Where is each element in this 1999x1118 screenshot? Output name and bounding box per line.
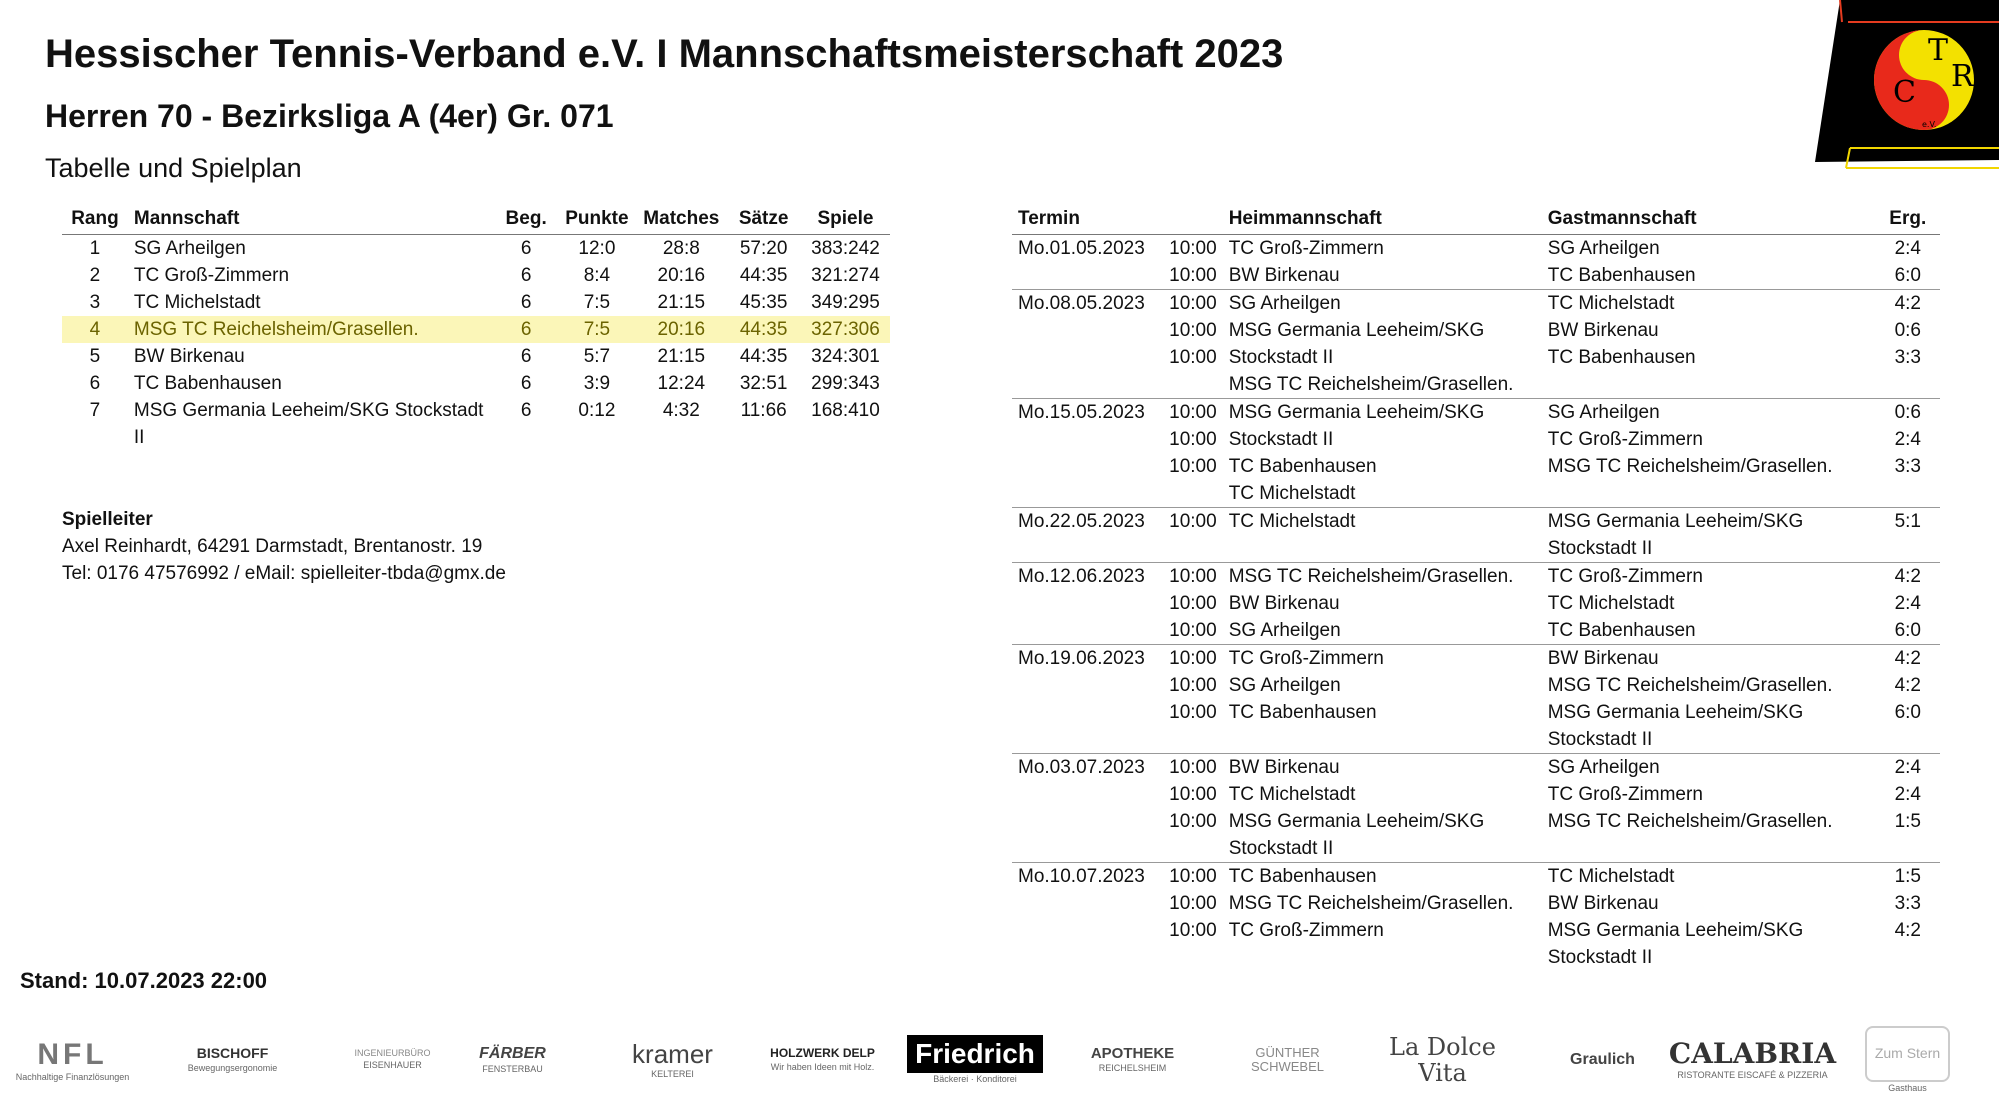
schedule-result: 6:0 — [1894, 620, 1921, 641]
standings-beg: 6 — [520, 400, 532, 421]
schedule-home: TC Groß-Zimmern — [1223, 645, 1542, 673]
sponsor-logo-text: HOLZWERK DELP — [770, 1046, 875, 1061]
logo-letter-t: T — [1928, 33, 1949, 68]
sponsor-logo-kraemer — [610, 1010, 735, 1110]
sponsor-logo-text: GÜNTHER SCHWEBEL — [1251, 1044, 1324, 1074]
schedule-row — [1012, 290, 1940, 318]
standings-rank: 3 — [89, 292, 101, 313]
schedule-home: BW Birkenau — [1228, 593, 1340, 614]
schedule-row — [1012, 808, 1940, 835]
schedule-home: SG Arheilgen — [1223, 290, 1542, 318]
sponsor-logo-text: FÄRBER — [479, 1045, 546, 1063]
schedule-home: TC Groß-Zimmern — [1228, 920, 1384, 941]
schedule-date — [1012, 672, 1151, 699]
schedule-row — [1012, 426, 1940, 453]
schedule-row — [1012, 317, 1940, 344]
standings-sets: 57:20 — [739, 238, 788, 259]
schedule-home: BW Birkenau — [1223, 754, 1542, 782]
schedule-result: 2:4 — [1894, 593, 1921, 614]
schedule-home: TC Babenhausen — [1223, 863, 1542, 891]
sponsor-logo-mark — [16, 1038, 130, 1083]
standings-team: BW Birkenau — [133, 346, 245, 367]
standings-team: TC Groß-Zimmern — [133, 265, 290, 286]
col-beg: Beg. — [495, 204, 558, 235]
standings-rank: 6 — [89, 373, 101, 394]
schedule-date — [1012, 371, 1151, 399]
sponsor-logo-dolcevita — [1380, 1010, 1505, 1110]
schedule-time: 10:00 — [1151, 563, 1223, 591]
standings-beg: 6 — [520, 292, 532, 313]
standings-sets: 44:35 — [739, 265, 788, 286]
standings-games: 349:295 — [811, 292, 880, 313]
standings-games: 299:343 — [811, 373, 880, 394]
sponsor-logo-text: La Dolce Vita — [1389, 1032, 1496, 1087]
schedule-guest: Stockstadt II — [1547, 729, 1653, 750]
schedule-time: 10:00 — [1169, 620, 1217, 641]
schedule-date — [1012, 890, 1151, 917]
schedule-date — [1012, 835, 1151, 863]
schedule-result — [1876, 535, 1940, 563]
schedule-row — [1012, 645, 1940, 673]
standings-beg: 6 — [520, 265, 532, 286]
sponsor-logo-mark — [1225, 1046, 1350, 1075]
schedule-home: TC Michelstadt — [1228, 784, 1356, 805]
col-punkte: Punkte — [558, 204, 637, 235]
standings-beg: 6 — [495, 316, 558, 343]
schedule-time: 10:00 — [1151, 754, 1223, 782]
standings-row — [62, 397, 890, 451]
standings-team-line: II — [133, 427, 145, 448]
schedule-date: Mo.08.05.2023 — [1012, 290, 1151, 318]
sponsor-logo-nfl — [10, 1010, 135, 1110]
sponsor-logo-text: INGENIEURBÜRO — [354, 1048, 431, 1059]
schedule-home: MSG Germania Leeheim/SKG — [1223, 399, 1542, 427]
sponsor-logo-mark — [1570, 1051, 1635, 1069]
schedule-guest — [1542, 371, 1876, 399]
standings-header-row — [62, 204, 890, 235]
sponsor-logo-delp — [760, 1010, 885, 1110]
schedule-guest: SG Arheilgen — [1542, 754, 1876, 782]
schedule-row — [1012, 726, 1940, 754]
col-gastmannschaft: Gastmannschaft — [1542, 204, 1876, 235]
schedule-date — [1012, 262, 1151, 290]
schedule-guest: MSG Germania Leeheim/SKG — [1542, 508, 1876, 536]
schedule-result: 4:2 — [1894, 920, 1921, 941]
standings-matches: 12:24 — [657, 373, 706, 394]
schedule-guest: TC Groß-Zimmern — [1547, 784, 1703, 805]
schedule-row — [1012, 617, 1940, 645]
standings-beg: 6 — [520, 373, 532, 394]
schedule-guest: MSG TC Reichelsheim/Grasellen. — [1547, 456, 1833, 477]
schedule-time — [1151, 835, 1223, 863]
col-heimmannschaft: Heimmannschaft — [1223, 204, 1542, 235]
spielleiter-heading: Spielleiter — [62, 509, 153, 530]
schedule-result: 2:4 — [1876, 754, 1940, 782]
schedule-result: 6:0 — [1894, 702, 1921, 723]
sponsor-logo-subtext: Gasthaus — [1888, 1082, 1927, 1093]
standings-rank: 5 — [89, 346, 101, 367]
schedule-time: 10:00 — [1169, 456, 1217, 477]
schedule-guest: BW Birkenau — [1547, 320, 1659, 341]
schedule-result: 4:2 — [1876, 290, 1940, 318]
schedule-date — [1012, 426, 1151, 453]
schedule-date: Mo.12.06.2023 — [1012, 563, 1151, 591]
schedule-row — [1012, 399, 1940, 427]
standings-rank: 1 — [89, 238, 101, 259]
schedule-date: Mo.15.05.2023 — [1012, 399, 1151, 427]
schedule-home: SG Arheilgen — [1228, 620, 1341, 641]
schedule-row — [1012, 508, 1940, 536]
schedule-home: BW Birkenau — [1228, 265, 1340, 286]
schedule-date: Mo.22.05.2023 — [1012, 508, 1151, 536]
schedule-date — [1012, 726, 1151, 754]
schedule-date — [1012, 535, 1151, 563]
sponsor-logo-subtext: REICHELSHEIM — [1098, 1063, 1167, 1074]
schedule-guest — [1542, 835, 1876, 863]
standings-team — [128, 397, 495, 451]
schedule-guest: SG Arheilgen — [1547, 238, 1660, 259]
sponsor-logo-faerber — [450, 1010, 575, 1110]
schedule-row — [1012, 590, 1940, 617]
schedule-header-row — [1012, 204, 1940, 235]
schedule-row — [1012, 890, 1940, 917]
sponsor-logo-text: Zum Stern — [1865, 1026, 1950, 1081]
schedule-result: 3:3 — [1894, 347, 1921, 368]
sponsor-logo-zumstern — [1845, 1010, 1970, 1110]
standings-matches: 20:16 — [657, 265, 706, 286]
schedule-date — [1012, 699, 1151, 726]
sponsor-logo-text: NFL — [37, 1037, 108, 1071]
schedule-date — [1012, 344, 1151, 371]
spielleiter-address: Axel Reinhardt, 64291 Darmstadt, Brentanostr. 19 — [62, 536, 483, 557]
sponsor-logo-graulich — [1540, 1010, 1665, 1110]
standings-sets: 45:35 — [739, 292, 788, 313]
schedule-guest: TC Groß-Zimmern — [1542, 563, 1876, 591]
schedule-guest: Stockstadt II — [1547, 947, 1653, 968]
schedule-home: TC Michelstadt — [1223, 508, 1542, 536]
standings-sets: 44:35 — [739, 346, 788, 367]
schedule-result: 2:4 — [1894, 784, 1921, 805]
schedule-guest — [1542, 480, 1876, 508]
col-rang: Rang — [62, 204, 128, 235]
sponsor-logo-mark — [1668, 1036, 1837, 1082]
standings-games: 321:274 — [811, 265, 880, 286]
standings-team: SG Arheilgen — [133, 238, 246, 259]
standings-matches: 28:8 — [662, 238, 700, 259]
logo-letter-r: R — [1951, 59, 1974, 94]
schedule-guest: MSG TC Reichelsheim/Grasellen. — [1547, 811, 1833, 832]
schedule-guest: MSG TC Reichelsheim/Grasellen. — [1547, 675, 1833, 696]
schedule-time: 10:00 — [1151, 508, 1223, 536]
schedule-time: 10:00 — [1169, 702, 1217, 723]
schedule-guest: BW Birkenau — [1542, 645, 1876, 673]
schedule-date — [1012, 917, 1151, 944]
sponsor-logo-friedrich — [910, 1010, 1040, 1110]
schedule-time: 10:00 — [1169, 811, 1217, 832]
schedule-date: Mo.03.07.2023 — [1012, 754, 1151, 782]
sponsor-logo-text: CALABRIA — [1668, 1036, 1837, 1070]
schedule-row — [1012, 835, 1940, 863]
standings-games: 327:306 — [801, 316, 890, 343]
sponsor-logo-calabria — [1668, 1010, 1837, 1110]
standings-points: 12:0 — [578, 238, 616, 259]
standings-rank: 4 — [62, 316, 128, 343]
schedule-home: MSG TC Reichelsheim/Grasellen. — [1228, 374, 1514, 395]
schedule-guest: MSG Germania Leeheim/SKG — [1547, 920, 1804, 941]
standings-sets: 11:66 — [740, 400, 787, 421]
schedule-time — [1151, 944, 1223, 971]
schedule-time: 10:00 — [1169, 347, 1217, 368]
logo-ev: e.V. — [1922, 120, 1937, 129]
sponsor-logo-subtext: RISTORANTE EISCAFÉ & PIZZERIA — [1677, 1070, 1828, 1081]
schedule-time: 10:00 — [1169, 920, 1217, 941]
standings-points: 0:12 — [578, 400, 616, 421]
schedule-guest: TC Michelstadt — [1542, 863, 1876, 891]
schedule-home — [1223, 944, 1542, 971]
club-logo — [1810, 0, 1999, 170]
schedule-time: 10:00 — [1169, 238, 1217, 259]
sponsor-logo-mark — [907, 1035, 1043, 1086]
schedule-result — [1876, 726, 1940, 754]
schedule-guest: Stockstadt II — [1547, 538, 1653, 559]
schedule-home: Stockstadt II — [1228, 429, 1334, 450]
schedule-date — [1012, 617, 1151, 645]
schedule-time: 10:00 — [1151, 863, 1223, 891]
schedule-date — [1012, 808, 1151, 835]
sponsor-logo-text: BISCHOFF — [196, 1045, 269, 1062]
schedule-time: 10:00 — [1151, 290, 1223, 318]
schedule-guest: BW Birkenau — [1547, 893, 1659, 914]
schedule-row — [1012, 699, 1940, 726]
sponsor-logo-subtext: Wir haben Ideen mit Holz. — [770, 1061, 875, 1072]
standings-row — [62, 316, 890, 343]
schedule-table — [1012, 204, 1940, 971]
schedule-guest: SG Arheilgen — [1542, 399, 1876, 427]
sponsor-logo-mark — [770, 1047, 875, 1072]
schedule-row — [1012, 535, 1940, 563]
schedule-date: Mo.10.07.2023 — [1012, 863, 1151, 891]
standings-rank: 7 — [89, 400, 101, 421]
standings-row — [62, 289, 890, 316]
sponsor-logo-subtext: KELTEREI — [651, 1069, 694, 1080]
standings-points: 5:7 — [583, 346, 611, 367]
schedule-row — [1012, 781, 1940, 808]
standings-row — [62, 370, 890, 397]
schedule-row — [1012, 235, 1940, 263]
schedule-result: 2:4 — [1894, 429, 1921, 450]
schedule-time: 10:00 — [1169, 265, 1217, 286]
schedule-date — [1012, 480, 1151, 508]
schedule-home: SG Arheilgen — [1228, 675, 1341, 696]
schedule-date — [1012, 590, 1151, 617]
sponsor-logo-text: Graulich — [1570, 1051, 1635, 1069]
schedule-home — [1223, 726, 1542, 754]
schedule-home: MSG TC Reichelsheim/Grasellen. — [1228, 893, 1514, 914]
standings-matches: 4:32 — [662, 400, 700, 421]
schedule-time: 10:00 — [1169, 675, 1217, 696]
schedule-result: 1:5 — [1876, 863, 1940, 891]
schedule-row — [1012, 917, 1940, 944]
section-title: Tabelle und Spielplan — [45, 153, 302, 183]
schedule-result: 4:2 — [1876, 563, 1940, 591]
schedule-result: 5:1 — [1876, 508, 1940, 536]
standings-beg: 6 — [520, 346, 532, 367]
standings-games: 324:301 — [811, 346, 880, 367]
sponsor-logo-mark — [1865, 1026, 1950, 1093]
schedule-guest: MSG Germania Leeheim/SKG — [1547, 702, 1804, 723]
sponsor-logo-subtext: Bäckerei · Konditorei — [933, 1074, 1017, 1085]
schedule-home: TC Michelstadt — [1228, 483, 1356, 504]
standings-table — [62, 204, 890, 451]
standings-team: MSG TC Reichelsheim/Grasellen. — [128, 316, 495, 343]
sponsor-logo-text: kramer — [632, 1038, 713, 1069]
sponsor-logo-eisenhauer — [330, 1010, 455, 1110]
schedule-time: 10:00 — [1169, 320, 1217, 341]
sponsor-logo-mark — [479, 1045, 546, 1074]
sponsor-logo-subtext: EISENHAUER — [363, 1060, 422, 1070]
schedule-result: 2:4 — [1894, 238, 1921, 259]
sponsor-logo-subtext: Bewegungsergonomie — [187, 1062, 278, 1073]
schedule-home: TC Babenhausen — [1228, 702, 1377, 723]
schedule-date: Mo.19.06.2023 — [1012, 645, 1151, 673]
sponsor-logo-mark — [1091, 1046, 1174, 1074]
schedule-time: 10:00 — [1151, 645, 1223, 673]
schedule-result: 0:6 — [1894, 320, 1921, 341]
standings-matches: 21:15 — [657, 292, 706, 313]
sponsor-logo-mark — [354, 1049, 430, 1071]
schedule-guest: TC Babenhausen — [1547, 620, 1696, 641]
schedule-guest: TC Michelstadt — [1542, 290, 1876, 318]
standings-sets: 32:51 — [739, 373, 788, 394]
schedule-result — [1876, 944, 1940, 971]
schedule-date: Mo.01.05.2023 — [1018, 238, 1145, 259]
standings-games: 383:242 — [811, 238, 880, 259]
standings-points: 3:9 — [583, 373, 611, 394]
standings-matches: 21:15 — [657, 346, 706, 367]
schedule-row — [1012, 563, 1940, 591]
page-title: Hessischer Tennis-Verband e.V. I Mannschaftsmeisterschaft 2023 — [45, 32, 1284, 76]
standings-row — [62, 235, 890, 263]
schedule-result: 6:0 — [1894, 265, 1921, 286]
schedule-time: 10:00 — [1169, 893, 1217, 914]
schedule-time: 10:00 — [1169, 593, 1217, 614]
col-matches: Matches — [636, 204, 726, 235]
schedule-date — [1012, 317, 1151, 344]
schedule-result: 3:3 — [1894, 456, 1921, 477]
schedule-result: 1:5 — [1894, 811, 1921, 832]
spielleiter-block — [62, 506, 506, 587]
sponsor-logo-subtext: FENSTERBAU — [482, 1063, 543, 1074]
sponsor-logo-mark — [1380, 1034, 1505, 1087]
schedule-home — [1223, 535, 1542, 563]
sponsor-logo-apotheke — [1070, 1010, 1195, 1110]
col-termin: Termin — [1012, 204, 1223, 235]
logo-letter-c: C — [1893, 75, 1916, 110]
standings-row — [62, 343, 890, 370]
standings-team-line: MSG Germania Leeheim/SKG Stockstadt — [133, 400, 484, 421]
schedule-time — [1151, 535, 1223, 563]
sponsor-logo-mark — [188, 1046, 278, 1073]
standings-row — [62, 262, 890, 289]
schedule-guest: TC Michelstadt — [1547, 593, 1675, 614]
schedule-row — [1012, 262, 1940, 290]
schedule-time: 10:00 — [1169, 429, 1217, 450]
sponsor-logo-text: Friedrich — [907, 1035, 1043, 1074]
schedule-row — [1012, 754, 1940, 782]
standings-rank: 2 — [89, 265, 101, 286]
col-spiele: Spiele — [801, 204, 890, 235]
schedule-row — [1012, 344, 1940, 371]
schedule-home: TC Babenhausen — [1228, 456, 1377, 477]
sponsor-logo-mark — [632, 1040, 713, 1080]
standings-team: TC Michelstadt — [133, 292, 261, 313]
schedule-result — [1876, 835, 1940, 863]
schedule-row — [1012, 863, 1940, 891]
schedule-time — [1151, 371, 1223, 399]
schedule-home: TC Groß-Zimmern — [1228, 238, 1384, 259]
schedule-guest: TC Groß-Zimmern — [1547, 429, 1703, 450]
col-ergebnis: Erg. — [1876, 204, 1940, 235]
schedule-guest: TC Babenhausen — [1547, 265, 1696, 286]
schedule-result — [1876, 480, 1940, 508]
sponsor-logo-bischoff — [170, 1010, 295, 1110]
schedule-row — [1012, 480, 1940, 508]
schedule-home: Stockstadt II — [1228, 347, 1334, 368]
schedule-time — [1151, 726, 1223, 754]
page-subtitle: Herren 70 - Bezirksliga A (4er) Gr. 071 — [45, 98, 614, 134]
schedule-time: 10:00 — [1169, 784, 1217, 805]
schedule-date — [1012, 944, 1151, 971]
schedule-home: MSG Germania Leeheim/SKG — [1228, 320, 1485, 341]
schedule-time — [1151, 480, 1223, 508]
spielleiter-contact: Tel: 0176 47576992 / eMail: spielleiter-tbda@gmx.de — [62, 563, 506, 584]
sponsor-logo-subtext: Nachhaltige Finanzlösungen — [15, 1071, 130, 1082]
schedule-time: 10:00 — [1151, 399, 1223, 427]
schedule-result: 3:3 — [1894, 893, 1921, 914]
stand-timestamp: Stand: 10.07.2023 22:00 — [20, 968, 268, 993]
schedule-row — [1012, 672, 1940, 699]
standings-games: 168:410 — [811, 400, 880, 421]
schedule-date — [1012, 781, 1151, 808]
schedule-home: MSG TC Reichelsheim/Grasellen. — [1223, 563, 1542, 591]
schedule-row — [1012, 371, 1940, 399]
schedule-home: Stockstadt II — [1228, 838, 1334, 859]
col-mannschaft: Mannschaft — [128, 204, 495, 235]
schedule-result — [1876, 371, 1940, 399]
standings-points: 7:5 — [583, 292, 611, 313]
schedule-result: 4:2 — [1876, 645, 1940, 673]
sponsor-logo-schwebel — [1225, 1010, 1350, 1110]
schedule-result: 4:2 — [1894, 675, 1921, 696]
schedule-date — [1012, 453, 1151, 480]
standings-sets: 44:35 — [726, 316, 801, 343]
schedule-result: 0:6 — [1876, 399, 1940, 427]
standings-team: TC Babenhausen — [133, 373, 282, 394]
schedule-guest: TC Babenhausen — [1547, 347, 1696, 368]
schedule-row — [1012, 944, 1940, 971]
standings-beg: 6 — [520, 238, 532, 259]
col-saetze: Sätze — [726, 204, 801, 235]
sponsor-logo-text: APOTHEKE — [1090, 1044, 1175, 1062]
standings-points: 7:5 — [558, 316, 637, 343]
standings-matches: 20:16 — [636, 316, 726, 343]
schedule-home: MSG Germania Leeheim/SKG — [1228, 811, 1485, 832]
schedule-row — [1012, 453, 1940, 480]
standings-points: 8:4 — [583, 265, 611, 286]
